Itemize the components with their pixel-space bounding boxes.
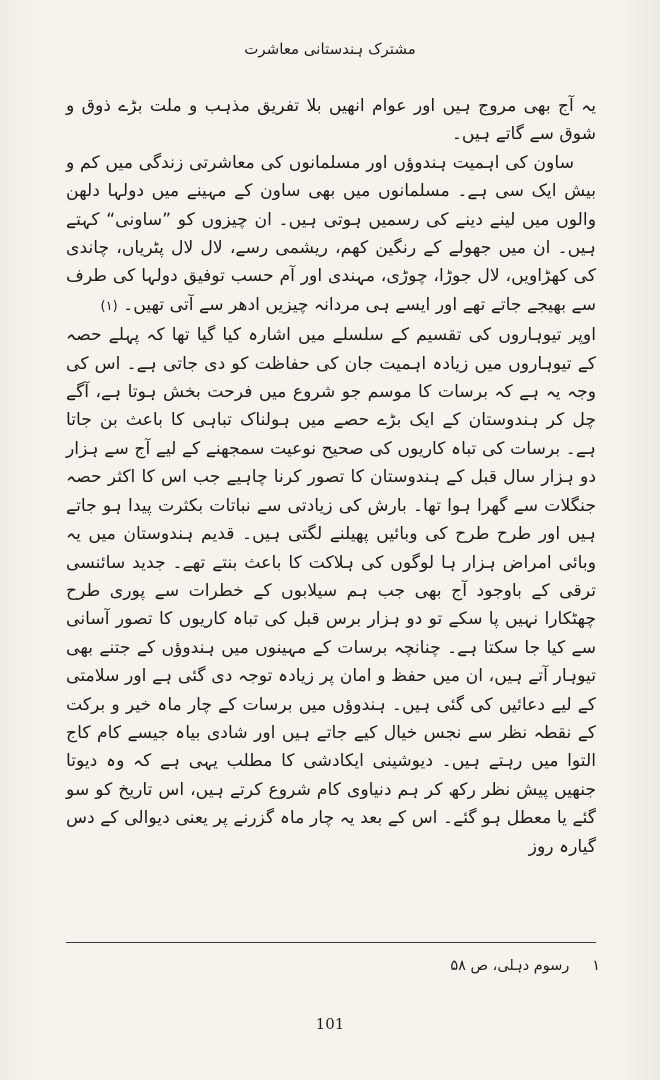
running-header: مشترک ہندستانی معاشرت [244, 40, 416, 58]
footnote-number: ۱ [592, 958, 600, 974]
footnote-divider [66, 942, 596, 943]
page-number: 101 [315, 1015, 345, 1033]
paragraph-2 [66, 149, 596, 321]
footnote-marker: (۱) [100, 298, 118, 314]
footnote-text: رسوم دہلی، ص ۵۸ [450, 958, 570, 974]
body-text [66, 92, 596, 861]
paragraph-1: یہ آج بھی مروج ہیں اور عوام انھیں بلا تفریق مذہب و ملت بڑے ذوق و شوق سے گاتے ہیں۔ [66, 96, 596, 145]
footnote [60, 956, 600, 976]
paragraph-3: اوپر تیوہاروں کی تقسیم کے سلسلے میں اشارہ کیا گیا تھا کہ پہلے حصہ کے تیوہاروں میں زیادہ اہمیت جان کی حفاظت کو دی جاتی ہے۔ اس کی وجہ یہ ہے کہ برسات کا موسم جو شروع میں فرحت بخش ہوتا ہے، آگے چل کر ہندوستان کے ایک بڑے حصے میں ہولناک تباہی کا باعث بن جاتا ہے۔ برسات کی تباہ کاریوں کی صحیح نوعیت سمجھنے کے لیے آج سے ہزار دو ہزار سال قبل کے ہندوستان کا تصور کرنا چاہیے جب اس کا اکثر حصہ جنگلات سے گھرا ہوا تھا۔ بارش کی زیادتی سے نباتات بکثرت پیدا ہو جاتے ہیں اور طرح طرح کی وبائیں پھیلنے لگتی ہیں۔ قدیم ہندوستان میں یہ وبائی امراض ہزار ہا لوگوں کی ہلاکت کا باعث بنتے تھے۔ جدید سائنسی ترقی کے باوجود آج بھی جب ہم سیلابوں کے خطرات سے پوری طرح چھٹکارا نہیں پا سکے تو دو ہزار برس قبل کی تباہ کاریوں کا تصور آسانی سے کیا جا سکتا ہے۔ چنانچہ برسات کے مہینوں میں ہندوؤں کے جتنے بھی تیوہار آتے ہیں، ان میں حفظ و امان پر زیادہ توجہ دی گئی ہے اور سلامتی کے لیے دعائیں کی گئی ہیں۔ ہندوؤں میں برسات کے چار ماہ خیر و برکت کے نقطہ نظر سے نجس خیال کیے جاتے ہیں اور شادی بیاہ جیسے کام کاج التوا میں رہتے ہیں۔ دیوشینی ایکادشی کا مطلب یہی ہے کہ وہ دیوتا جنھیں پیش نظر رکھ کر ہم دنیاوی کام شروع کرتے ہیں، اس تاریخ کو سو گئے یا معطل ہو گئے۔ اس کے بعد یہ چار ماہ گزرنے پر یعنی دیوالی کے دس گیارہ روز [66, 325, 596, 857]
paragraph-2-text: ساون کی اہمیت ہندوؤں اور مسلمانوں کی معاشرتی زندگی میں کم و بیش ایک سی ہے۔ مسلمانوں میں بھی ساون کے مہینے میں دولہا دلھن والوں میں لینے دینے کی رسمیں ہوتی ہیں۔ ان چیزوں کو ”ساونی“ کہتے ہیں۔ ان میں جھولے کے رنگین کھم، ریشمی رسے، لال لال پٹریاں، چاندی کی کھڑاویں، لال جوڑا، چوڑی، مہندی اور آم حسب توفیق دولہا کی طرف سے بھیجے جاتے تھے اور ایسے ہی مردانہ چیزیں ادھر سے آتی تھیں۔ [66, 152, 596, 315]
